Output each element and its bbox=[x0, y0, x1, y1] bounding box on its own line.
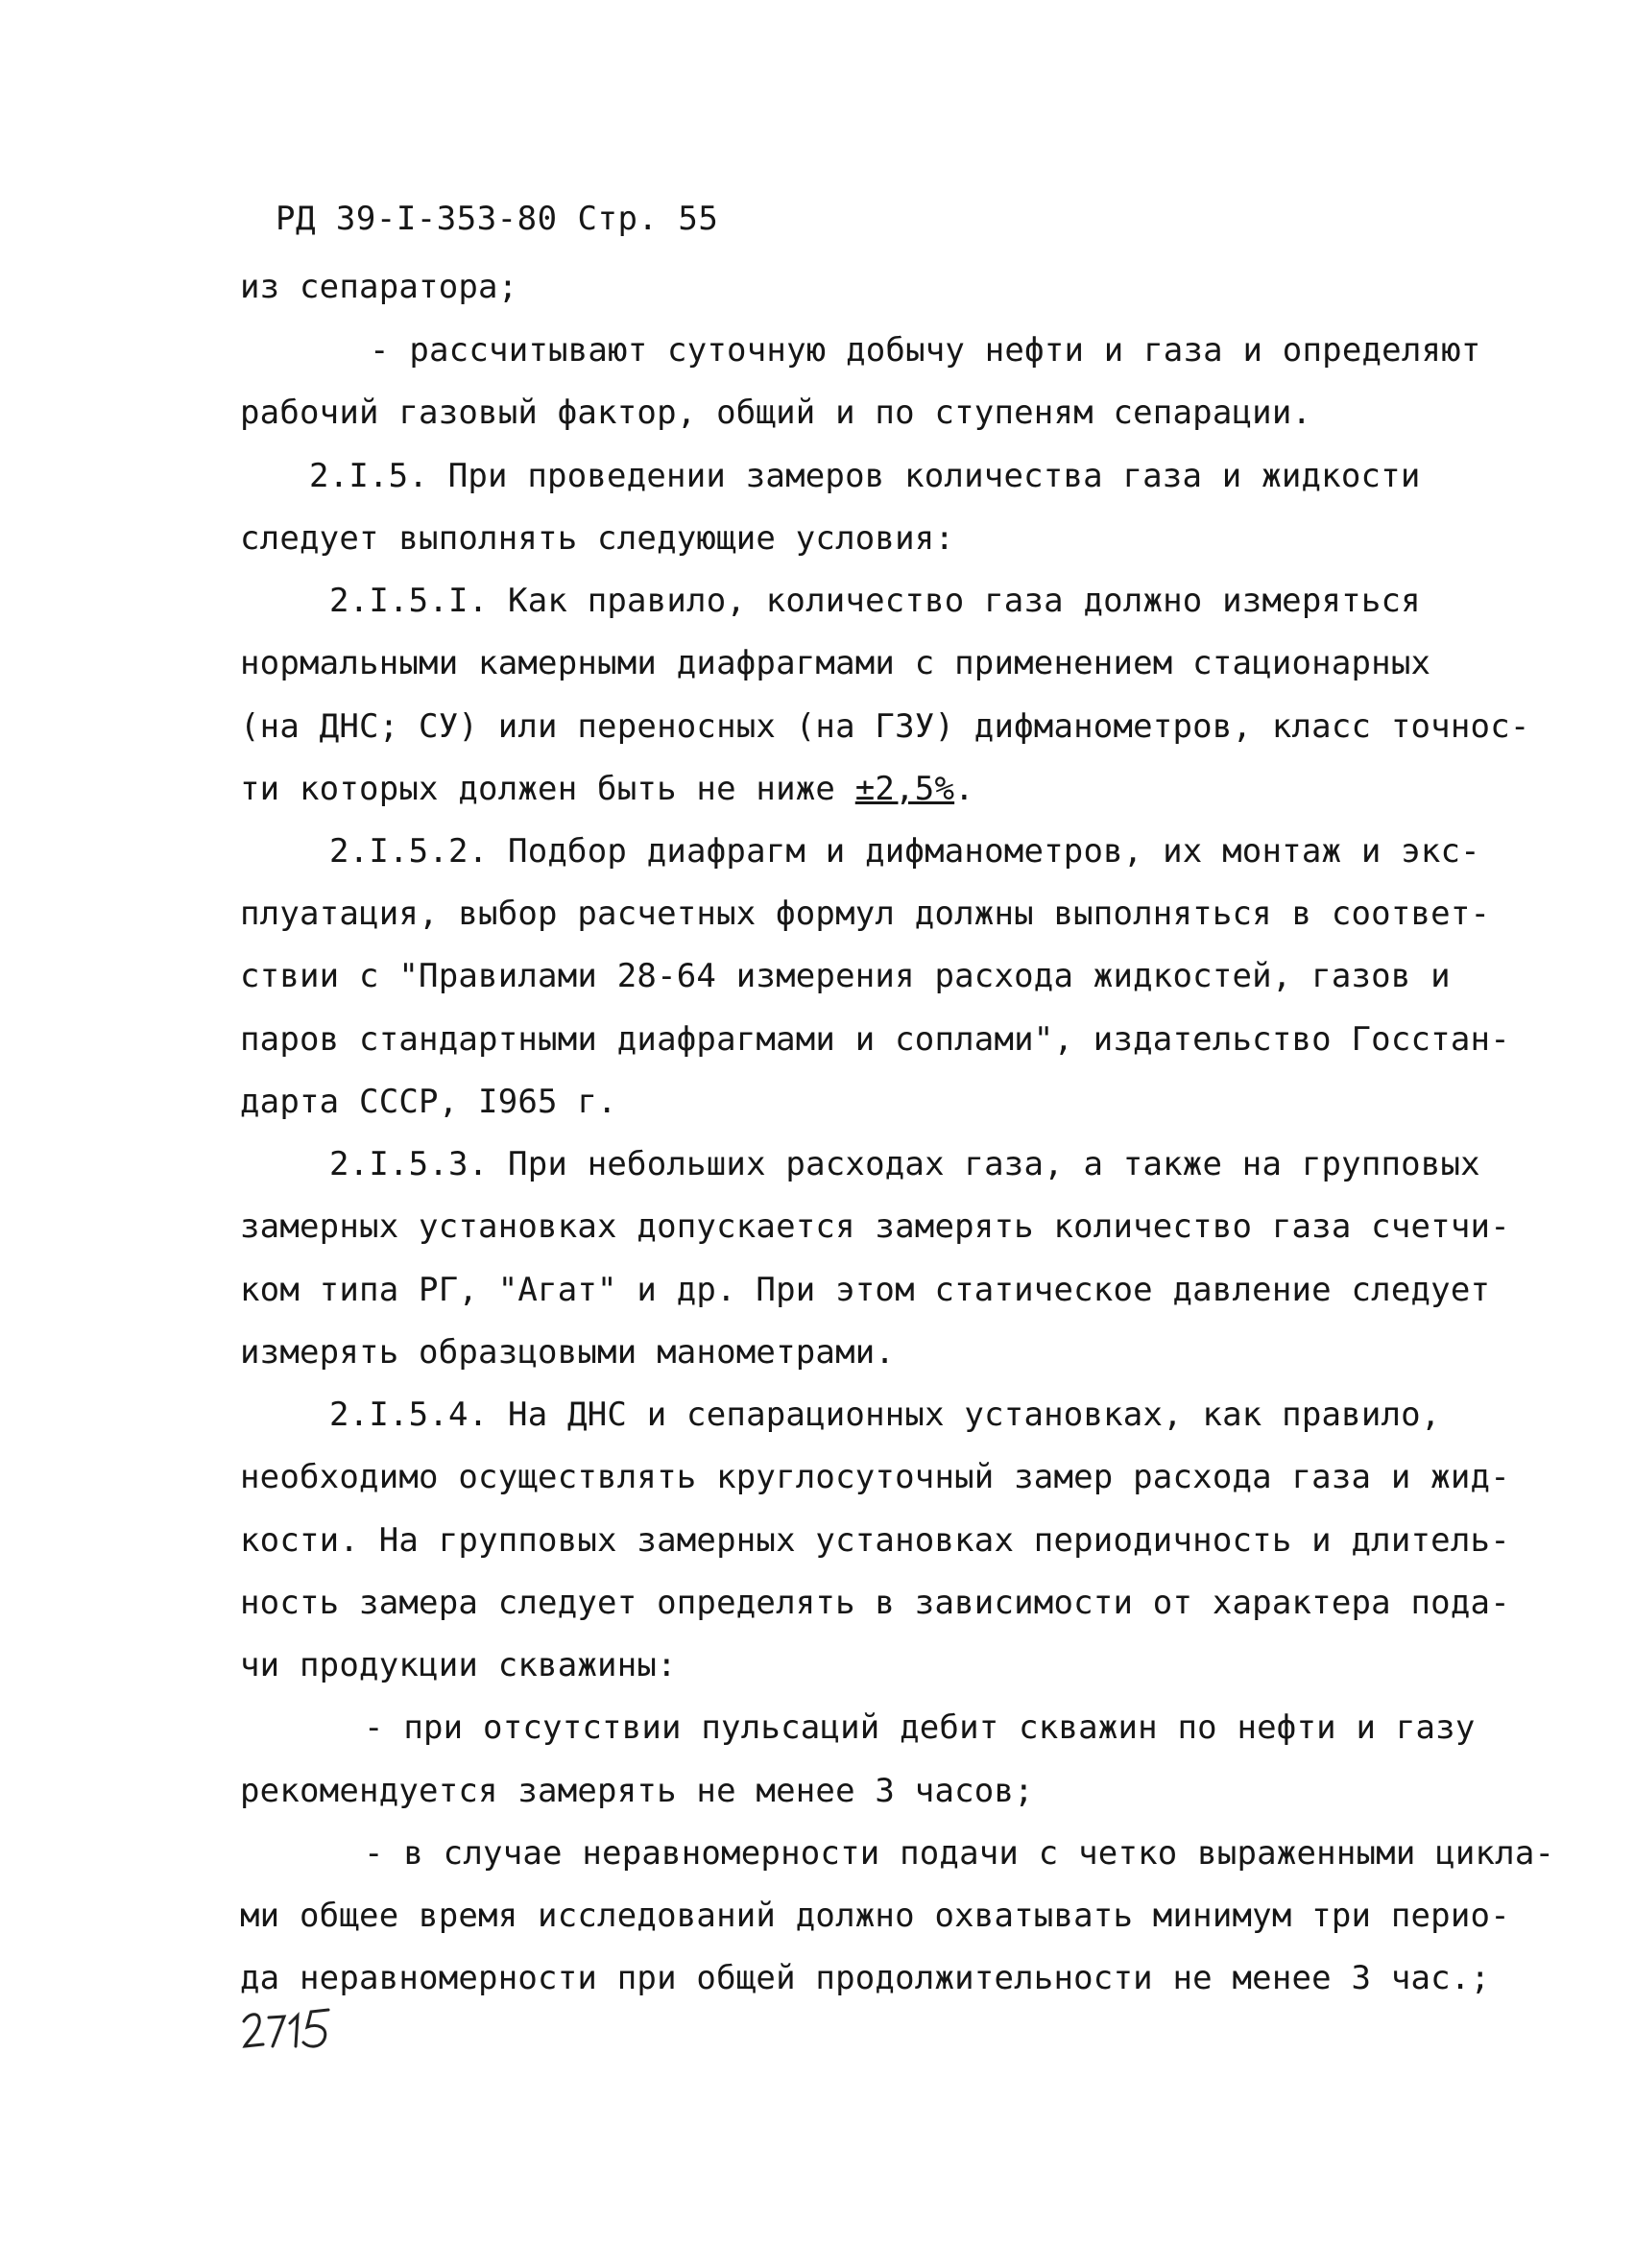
text-line: 2.I.5.2. Подбор диафрагм и дифманометров, их монтаж и экс- bbox=[329, 832, 1480, 871]
text-line: дарта СССР, I965 г. bbox=[240, 1083, 617, 1121]
text-line: кости. На групповых замерных установках периодичность и длитель- bbox=[240, 1521, 1510, 1560]
text-line: 2.I.5. При проведении замеров количества газа и жидкости bbox=[309, 457, 1421, 495]
text-line: рекомендуется замерять не менее 3 часов; bbox=[240, 1772, 1034, 1810]
text-line: рабочий газовый фактор, общий и по ступеням сепарации. bbox=[240, 394, 1312, 432]
text-line: нормальными камерными диафрагмами с применением стационарных bbox=[240, 644, 1431, 682]
text-line-start: ти которых должен быть не ниже bbox=[240, 770, 855, 808]
text-line: 2.I.5.I. Как правило, количество газа должно измеряться bbox=[329, 582, 1421, 620]
text-line: (на ДНС; СУ) или переносных (на ГЗУ) дифманометров, класс точнос- bbox=[240, 707, 1530, 746]
text-line: паров стандартными диафрагмами и соплами", издательство Госстан- bbox=[240, 1020, 1510, 1059]
text-line: - в случае неравномерности подачи с четко выраженными цикла- bbox=[364, 1834, 1555, 1873]
text-line: - при отсутствии пульсаций дебит скважин по нефти и газу bbox=[364, 1708, 1476, 1747]
text-line: да неравномерности при общей продолжительности не менее 3 час.; bbox=[240, 1959, 1491, 1997]
text-line: замерных установках допускается замерять количество газа счетчи- bbox=[240, 1207, 1510, 1246]
page-header: РД 39-I-353-80 Стр. 55 bbox=[276, 200, 719, 238]
text-line bbox=[240, 770, 974, 808]
accuracy-suffix: . bbox=[954, 770, 974, 808]
text-line: 2.I.5.4. На ДНС и сепарационных установках, как правило, bbox=[329, 1396, 1441, 1434]
text-line: ми общее время исследований должно охватывать минимум три перио- bbox=[240, 1897, 1510, 1935]
text-line: ствии с "Правилами 28-64 измерения расхода жидкостей, газов и bbox=[240, 957, 1451, 995]
text-line: следует выполнять следующие условия: bbox=[240, 519, 955, 558]
text-line: чи продукции скважины: bbox=[240, 1646, 677, 1684]
text-line: необходимо осуществлять круглосуточный замер расхода газа и жид- bbox=[240, 1458, 1510, 1496]
text-line: измерять образцовыми манометрами. bbox=[240, 1333, 896, 1372]
text-line: ность замера следует определять в зависимости от характера пода- bbox=[240, 1584, 1510, 1622]
handwritten-number bbox=[240, 2004, 336, 2052]
text-line: ком типа РГ, "Агат" и др. При этом статическое давление следует bbox=[240, 1271, 1491, 1309]
text-line: плуатация, выбор расчетных формул должны выполняться в соответ- bbox=[240, 895, 1491, 933]
text-line: 2.I.5.3. При небольших расходах газа, а также на групповых bbox=[329, 1145, 1480, 1183]
text-line: из сепаратора; bbox=[240, 268, 518, 306]
accuracy-value: ±2,5% bbox=[854, 770, 955, 808]
text-line: - рассчитывают суточную добычу нефти и газа и определяют bbox=[370, 331, 1481, 370]
